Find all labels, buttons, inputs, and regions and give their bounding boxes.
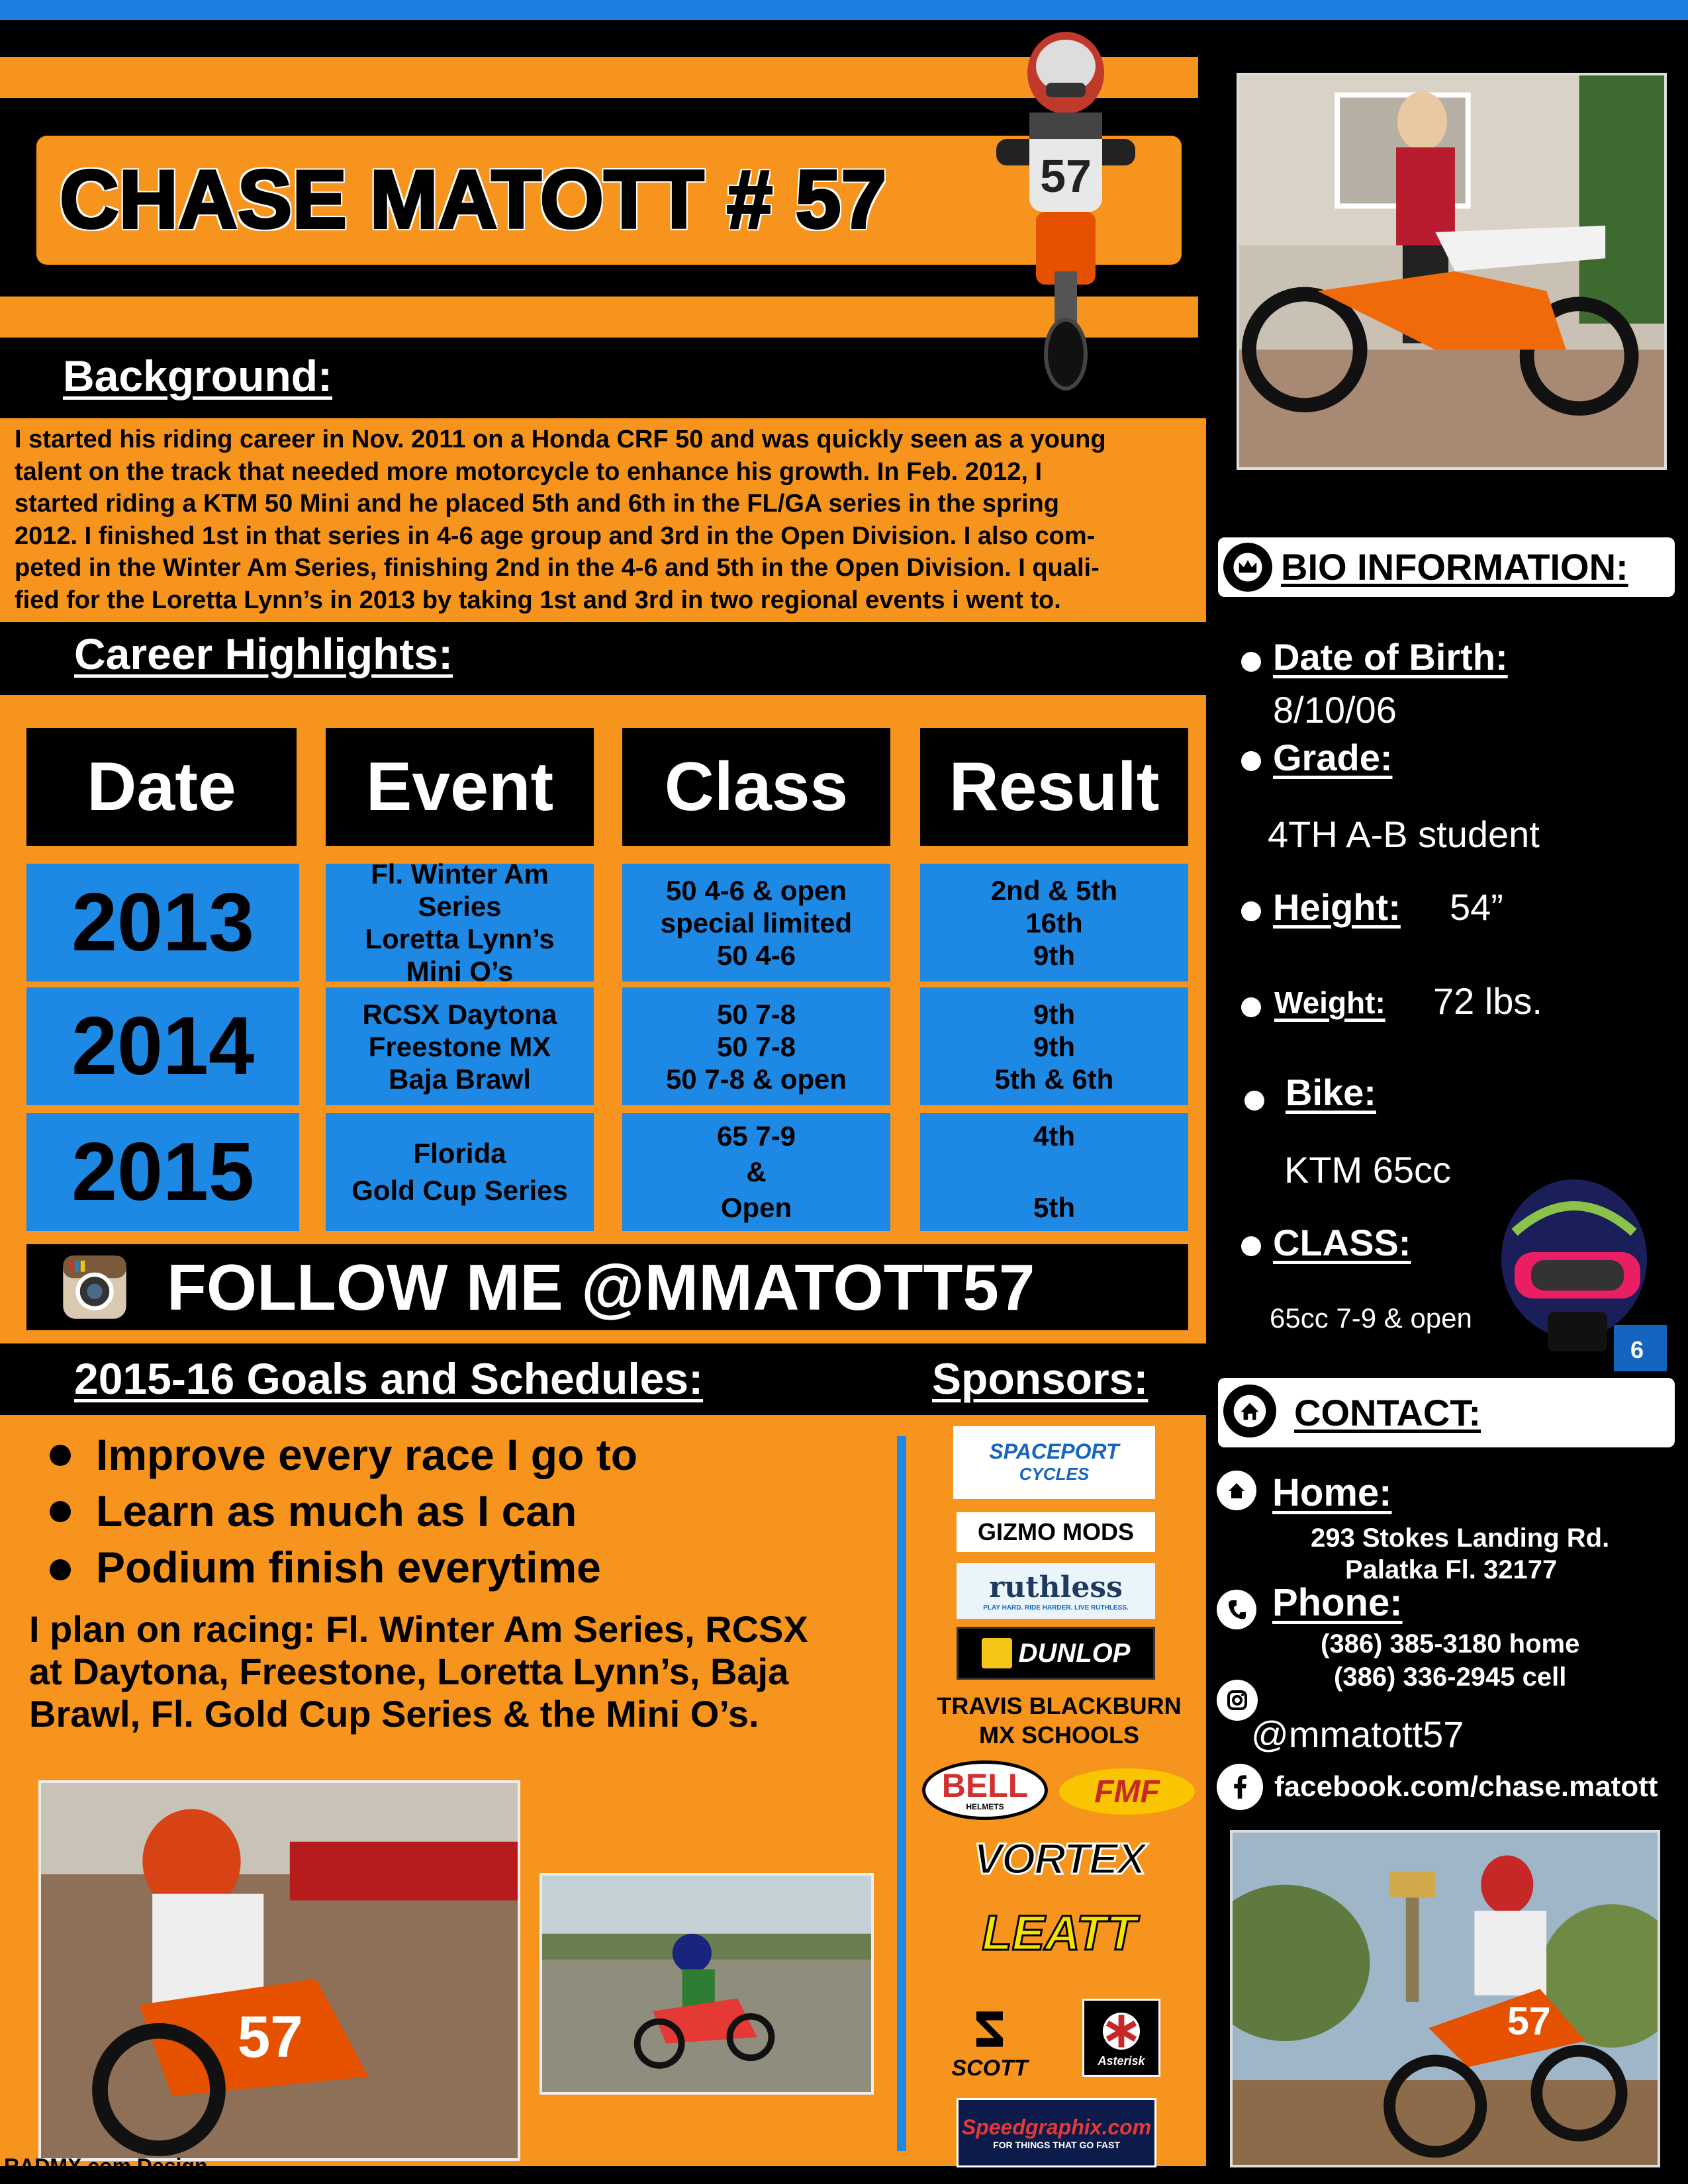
row-year: 2014 — [26, 987, 299, 1105]
plan-line: at Daytona, Freestone, Loretta Lynn’s, Baja — [29, 1651, 789, 1692]
logo-text: FOR THINGS THAT GO FAST — [993, 2140, 1120, 2150]
goals-heading: 2015-16 Goals and Schedules: — [74, 1354, 704, 1403]
cell-line: Baja Brawl — [389, 1063, 531, 1095]
class-value: 65cc 7-9 & open — [1270, 1302, 1472, 1334]
cell-line: Loretta Lynn’s — [365, 923, 555, 954]
row-result — [920, 1113, 1188, 1231]
background-line: peted in the Winter Am Series, finishing 2nd in the 4-6 and 5th in the Open Division. I quali- — [15, 554, 1100, 582]
goal-item: Improve every race I go to — [96, 1430, 638, 1479]
page-title: CHASE MATOTT # 57 — [60, 154, 887, 246]
fmf-logo — [1059, 1768, 1195, 1815]
asterisk-mark-icon — [1098, 2008, 1145, 2054]
bullet — [1241, 997, 1261, 1017]
travis-blackburn-logo — [920, 1691, 1198, 1751]
logo-text: SPACEPORT — [989, 1439, 1119, 1463]
scott-mark-icon — [963, 2003, 1016, 2056]
cell-line: 65 7-9 — [716, 1120, 796, 1152]
bike-value: KTM 65cc — [1284, 1149, 1452, 1191]
address-line-1: 293 Stokes Landing Rd. — [1311, 1524, 1610, 1553]
bullet — [50, 1501, 71, 1522]
background-heading: Background: — [63, 351, 333, 400]
contact-heading: CONTACT: — [1294, 1392, 1481, 1433]
cell-line: 16th — [1025, 907, 1083, 938]
logo-text: DUNLOP — [1018, 1638, 1131, 1668]
dob-label: Date of Birth: — [1273, 636, 1508, 678]
phone-icon — [1217, 1590, 1256, 1629]
goal-item: Podium finish everytime — [96, 1543, 601, 1592]
logo-text: MX SCHOOLS — [978, 1721, 1139, 1749]
col-header-date: Date — [26, 728, 297, 846]
cell-line: Florida — [413, 1138, 506, 1169]
speedgraphix-logo — [957, 2098, 1156, 2167]
grade-label: Grade: — [1273, 737, 1393, 778]
spaceport-cycles-logo — [953, 1426, 1155, 1499]
row-class — [622, 987, 890, 1105]
facebook-icon — [1217, 1764, 1263, 1810]
goal-item: Learn as much as I can — [96, 1486, 577, 1535]
height-value: 54” — [1450, 886, 1503, 928]
row-event — [326, 858, 594, 987]
cell-line: 9th — [1033, 939, 1075, 971]
facebook-url[interactable]: facebook.com/chase.matott — [1274, 1770, 1658, 1803]
background-line: 2012. I finished 1st in that series in 4-6 age group and 3rd in the Open Division. I also com- — [15, 522, 1096, 550]
dob-value: 8/10/06 — [1273, 689, 1397, 731]
logo-text: BELL — [941, 1767, 1029, 1804]
height-label: Height: — [1273, 886, 1401, 928]
weight-label: Weight: — [1274, 985, 1385, 1020]
bullet — [1244, 1091, 1264, 1111]
grade-value: 4TH A-B student — [1268, 813, 1540, 855]
row-result — [920, 864, 1188, 981]
bullet — [50, 1559, 71, 1580]
cell-line: 50 7-8 & open — [665, 1063, 847, 1095]
phone-home: (386) 385-3180 home — [1321, 1629, 1580, 1659]
home-label: Home: — [1272, 1471, 1392, 1514]
logo-text: Speedgraphix.com — [961, 2115, 1152, 2139]
col-header-event: Event — [326, 728, 594, 846]
logo-text: TRAVIS BLACKBURN — [937, 1692, 1182, 1719]
scott-logo — [920, 1995, 1059, 2088]
logo-text: Asterisk — [1098, 2054, 1145, 2068]
home-icon — [1217, 1471, 1256, 1510]
leatt-logo — [953, 1886, 1165, 1979]
background-line: fied for the Loretta Lynn’s in 2013 by taking 1st and 3rd in two regional events i went to. — [15, 586, 1061, 614]
cell-line: 5th — [1033, 1192, 1075, 1223]
cell-line: 50 4-6 & open — [665, 874, 847, 906]
logo-text: VORTEX — [973, 1834, 1145, 1883]
bullet — [1241, 1236, 1261, 1256]
crown-icon — [1223, 543, 1272, 592]
cell-line: 9th — [1033, 998, 1075, 1030]
bullet — [1241, 751, 1261, 771]
bullet — [1241, 652, 1261, 672]
cell-line: 50 7-8 — [716, 1030, 796, 1062]
helmet-image — [1495, 1160, 1672, 1373]
logo-text: PLAY HARD. RIDE HARDER. LIVE RUTHLESS. — [983, 1604, 1129, 1612]
cell-line: 2nd & 5th — [990, 874, 1118, 906]
phone-label: Phone: — [1272, 1581, 1403, 1624]
dunlop-mark-icon — [982, 1638, 1012, 1668]
class-label: CLASS: — [1273, 1222, 1411, 1263]
background-line: talent on the track that needed more motorcycle to enhance his growth. In Feb. 2012, I — [15, 457, 1043, 486]
cell-line: Gold Cup Series — [352, 1175, 568, 1206]
row-class — [622, 1113, 890, 1231]
cell-line: Freestone MX — [368, 1030, 551, 1062]
home-icon — [1223, 1385, 1276, 1437]
cell-line: special limited — [660, 907, 853, 938]
rider-turn-photo — [38, 1780, 520, 2161]
cell-line: 4th — [1033, 1120, 1075, 1152]
cell-line: 50 7-8 — [716, 998, 796, 1030]
row-event — [326, 1113, 594, 1231]
svg-text:57: 57 — [1040, 150, 1092, 202]
bike-label: Bike: — [1286, 1071, 1376, 1113]
asterisk-logo — [1082, 1999, 1160, 2077]
dunlop-logo — [957, 1627, 1155, 1680]
plan-line: I plan on racing: Fl. Winter Am Series, RCSX — [29, 1608, 808, 1650]
instagram-handle[interactable]: @mmatott57 — [1251, 1713, 1464, 1755]
row-event — [326, 987, 594, 1105]
cell-line: RCSX Daytona — [362, 998, 557, 1030]
follow-text[interactable]: FOLLOW ME @MMATOTT57 — [167, 1251, 1035, 1324]
bell-helmets-logo — [922, 1760, 1048, 1820]
cell-line: 50 4-6 — [716, 939, 796, 971]
career-heading: Career Highlights: — [74, 629, 453, 678]
gizmo-mods-logo — [957, 1512, 1155, 1552]
logo-text: FMF — [1094, 1774, 1160, 1809]
phone-cell: (386) 336-2945 cell — [1334, 1662, 1567, 1692]
svg-text:57: 57 — [1507, 1999, 1551, 2044]
row-result — [920, 987, 1188, 1105]
vortex-logo — [957, 1832, 1162, 1885]
logo-text: CYCLES — [1019, 1464, 1090, 1484]
logo-text: ruthless — [989, 1570, 1123, 1604]
rider-track-photo-right — [1230, 1830, 1660, 2167]
rider-wheelie-image — [957, 20, 1175, 390]
sponsors-heading: Sponsors: — [932, 1354, 1149, 1403]
address-line-2: Palatka Fl. 32177 — [1345, 1555, 1558, 1584]
cell-line: Fl. Winter Am Series — [371, 858, 549, 922]
top-blue-strip — [0, 0, 1688, 20]
background-text — [15, 424, 1199, 616]
svg-text:6: 6 — [1630, 1336, 1644, 1363]
background-line: started riding a KTM 50 Mini and he placed 5th and 6th in the FL/GA series in the spring — [15, 490, 1059, 518]
ruthless-logo — [957, 1563, 1155, 1619]
col-header-result: Result — [920, 728, 1188, 846]
cell-line: Open — [720, 1192, 792, 1223]
sponsor-divider — [897, 1436, 906, 2151]
plan-line: Brawl, Fl. Gold Cup Series & the Mini O’s. — [29, 1693, 759, 1735]
background-line: I started his riding career in Nov. 2011 on a Honda CRF 50 and was quickly seen as a young — [15, 426, 1106, 453]
logo-text: LEATT — [982, 1905, 1137, 1960]
rider-with-bike-photo — [1237, 73, 1667, 470]
logo-text: SCOTT — [951, 2055, 1028, 2081]
cell-line: & — [746, 1156, 767, 1187]
design-credit: RADMX.com Design — [4, 2154, 208, 2178]
svg-text:57: 57 — [237, 2004, 303, 2070]
rider-jump-photo — [539, 1873, 874, 2095]
logo-text: HELMETS — [966, 1802, 1004, 1811]
cell-line: 5th & 6th — [994, 1063, 1114, 1095]
row-year: 2013 — [26, 864, 299, 981]
cell-line: Mini O’s — [406, 956, 514, 987]
row-year: 2015 — [26, 1113, 299, 1231]
logo-text: GIZMO MODS — [978, 1518, 1134, 1545]
bullet — [50, 1445, 71, 1466]
cell-line: 9th — [1033, 1030, 1075, 1062]
weight-value: 72 lbs. — [1433, 980, 1542, 1022]
bio-heading: BIO INFORMATION: — [1281, 546, 1628, 588]
row-class — [622, 864, 890, 981]
plan-text — [29, 1608, 808, 1735]
col-header-class: Class — [622, 728, 890, 846]
bullet — [1241, 901, 1261, 921]
instagram-icon — [60, 1252, 130, 1322]
